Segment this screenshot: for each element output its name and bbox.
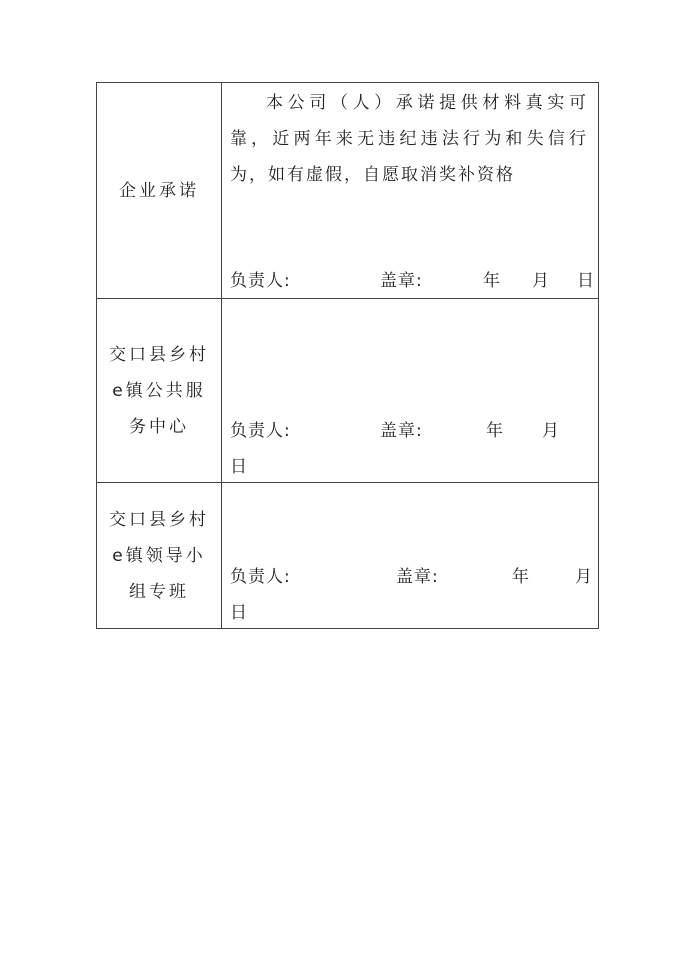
seal-label: 盖章: xyxy=(380,421,423,441)
signature-line xyxy=(230,559,593,631)
responsible-person-label: 负责人: xyxy=(230,567,291,587)
row-label: 交口县乡村e镇公共服务中心 xyxy=(109,344,209,437)
month-label: 月 xyxy=(575,567,593,587)
table-row xyxy=(97,299,599,483)
seal-label: 盖章: xyxy=(396,567,439,587)
day-label: 日 xyxy=(577,271,595,291)
responsible-person-label: 负责人: xyxy=(230,421,291,441)
signature-line xyxy=(230,263,595,299)
commitment-statement: 本公司（人）承诺提供材料真实可靠，近两年来无违纪违法行为和失信行为，如有虚假，自愿取消奖补资格 xyxy=(230,93,588,185)
seal-label: 盖章: xyxy=(380,271,423,291)
table-row xyxy=(97,483,599,629)
month-label: 月 xyxy=(532,271,550,291)
row-content-cell xyxy=(222,483,599,629)
day-label: 日 xyxy=(230,457,248,477)
row-label-cell xyxy=(97,483,222,629)
responsible-person-label: 负责人: xyxy=(230,271,291,291)
commitment-form-table xyxy=(96,82,599,629)
year-label: 年 xyxy=(512,567,530,587)
year-label: 年 xyxy=(486,421,504,441)
row-label: 交口县乡村e镇领导小组专班 xyxy=(109,509,209,602)
row-content-cell xyxy=(222,299,599,483)
day-label: 日 xyxy=(230,603,248,623)
signature-line xyxy=(230,413,590,485)
year-label: 年 xyxy=(483,271,501,291)
row-content-cell xyxy=(222,83,599,299)
table-row xyxy=(97,83,599,299)
row-label-cell xyxy=(97,83,222,299)
row-label-cell xyxy=(97,299,222,483)
month-label: 月 xyxy=(542,421,560,441)
row-label: 企业承诺 xyxy=(119,180,199,201)
